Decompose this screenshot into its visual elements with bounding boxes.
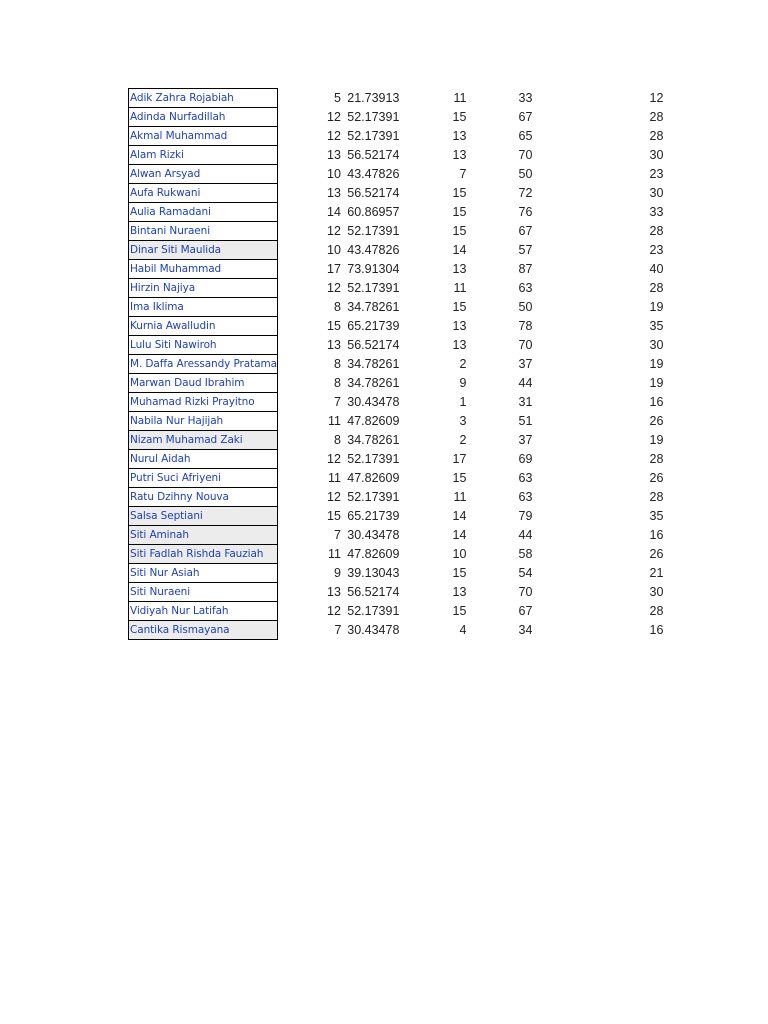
column-4-cell: 50 [518, 167, 533, 181]
column-3-cell: 15 [452, 224, 467, 238]
column-5-cell: 28 [649, 224, 664, 238]
percent-cell: 30.43478 [347, 528, 400, 542]
column-4-cell: 65 [518, 129, 533, 143]
score-cell: 7 [333, 528, 341, 542]
column-3-cell: 11 [453, 490, 467, 504]
column-3-cell: 2 [459, 357, 467, 371]
student-name-cell: Hirzin Najiya [129, 279, 278, 298]
percent-cell: 52.17391 [347, 452, 400, 466]
percent-cell: 52.17391 [347, 490, 400, 504]
percent-cell: 34.78261 [347, 376, 400, 390]
student-name-cell: Siti Aminah [129, 526, 278, 545]
score-cell: 9 [333, 566, 341, 580]
percent-cell: 34.78261 [347, 300, 400, 314]
column-4-cell: 37 [518, 357, 533, 371]
percent-cell: 56.52174 [347, 148, 400, 162]
column-3-cell: 15 [452, 300, 467, 314]
score-cell: 13 [327, 585, 341, 599]
column-4-cell: 72 [518, 186, 533, 200]
table-row [129, 336, 664, 355]
column-3-cell: 15 [452, 205, 467, 219]
column-3-cell: 15 [452, 604, 467, 618]
table-row [129, 583, 664, 602]
column-5-cell: 12 [649, 91, 664, 105]
column-4-cell: 51 [518, 414, 533, 428]
score-cell: 13 [327, 186, 341, 200]
column-3-cell: 4 [459, 623, 467, 637]
table-row [129, 488, 664, 507]
column-4-cell: 67 [518, 110, 533, 124]
student-name-cell: Salsa Septiani [129, 507, 278, 526]
column-4-cell: 31 [518, 395, 533, 409]
student-name-cell: Ima Iklima [129, 298, 278, 317]
percent-cell: 47.82609 [347, 414, 400, 428]
percent-cell: 52.17391 [347, 224, 400, 238]
column-4-cell: 67 [518, 224, 533, 238]
score-cell: 14 [327, 205, 341, 219]
percent-cell: 56.52174 [347, 186, 400, 200]
percent-cell: 73.91304 [347, 262, 400, 276]
score-cell: 12 [327, 490, 341, 504]
student-name-cell: M. Daffa Aressandy Pratama [129, 355, 278, 374]
student-name-cell: Nizam Muhamad Zaki [129, 431, 278, 450]
column-4-cell: 70 [518, 338, 533, 352]
column-4-cell: 78 [518, 319, 533, 333]
column-4-cell: 76 [518, 205, 533, 219]
column-3-cell: 13 [452, 262, 467, 276]
column-5-cell: 21 [649, 566, 664, 580]
table-row [129, 393, 664, 412]
table-row [129, 203, 664, 222]
column-3-cell: 1 [459, 395, 467, 409]
score-cell: 8 [333, 300, 341, 314]
column-4-cell: 54 [518, 566, 533, 580]
score-cell: 11 [327, 547, 341, 561]
student-name-cell: Siti Nuraeni [129, 583, 278, 602]
column-5-cell: 16 [649, 395, 664, 409]
score-cell: 13 [327, 148, 341, 162]
column-4-cell: 57 [518, 243, 533, 257]
column-3-cell: 13 [452, 319, 467, 333]
column-5-cell: 30 [649, 148, 664, 162]
table-row [129, 355, 664, 374]
column-5-cell: 26 [649, 471, 664, 485]
score-table-body [129, 89, 664, 640]
column-4-cell: 33 [518, 91, 533, 105]
table-row [129, 431, 664, 450]
table-row [129, 165, 664, 184]
column-5-cell: 28 [649, 452, 664, 466]
percent-cell: 34.78261 [347, 433, 400, 447]
score-cell: 8 [333, 433, 341, 447]
column-4-cell: 44 [518, 528, 533, 542]
table-row [129, 545, 664, 564]
table-row [129, 564, 664, 583]
table-row [129, 526, 664, 545]
column-5-cell: 28 [649, 281, 664, 295]
column-3-cell: 13 [452, 148, 467, 162]
column-5-cell: 16 [649, 623, 664, 637]
table-row [129, 260, 664, 279]
score-cell: 5 [333, 91, 341, 105]
score-cell: 11 [327, 471, 341, 485]
column-3-cell: 9 [459, 376, 467, 390]
table-row [129, 298, 664, 317]
column-4-cell: 87 [518, 262, 533, 276]
percent-cell: 43.47826 [347, 243, 400, 257]
student-name-cell: Nabila Nur Hajijah [129, 412, 278, 431]
percent-cell: 39.13043 [347, 566, 400, 580]
score-cell: 15 [327, 509, 341, 523]
table-row [129, 317, 664, 336]
score-cell: 15 [327, 319, 341, 333]
score-cell: 12 [327, 129, 341, 143]
percent-cell: 52.17391 [347, 110, 400, 124]
percent-cell: 47.82609 [347, 547, 400, 561]
student-name-cell: Muhamad Rizki Prayitno [129, 393, 278, 412]
percent-cell: 52.17391 [347, 129, 400, 143]
score-cell: 17 [327, 262, 341, 276]
table-row [129, 621, 664, 640]
score-cell: 10 [327, 167, 341, 181]
student-name-cell: Alwan Arsyad [129, 165, 278, 184]
student-name-cell: Vidiyah Nur Latifah [129, 602, 278, 621]
column-5-cell: 30 [649, 585, 664, 599]
column-5-cell: 26 [649, 414, 664, 428]
column-4-cell: 63 [518, 281, 533, 295]
table-row [129, 507, 664, 526]
table-row [129, 146, 664, 165]
column-4-cell: 70 [518, 585, 533, 599]
table-row [129, 241, 664, 260]
table-row [129, 602, 664, 621]
column-5-cell: 28 [649, 604, 664, 618]
student-name-cell: Nurul Aidah [129, 450, 278, 469]
table-row [129, 412, 664, 431]
score-cell: 13 [327, 338, 341, 352]
column-3-cell: 13 [452, 129, 467, 143]
student-name-cell: Siti Fadlah Rishda Fauziah [129, 545, 278, 564]
student-name-cell: Siti Nur Asiah [129, 564, 278, 583]
column-4-cell: 70 [518, 148, 533, 162]
student-name-cell: Dinar Siti Maulida [129, 241, 278, 260]
student-name-cell: Adik Zahra Rojabiah [129, 89, 278, 108]
column-5-cell: 26 [649, 547, 664, 561]
column-5-cell: 33 [649, 205, 664, 219]
percent-cell: 30.43478 [347, 395, 400, 409]
column-3-cell: 10 [452, 547, 467, 561]
student-name-cell: Marwan Daud Ibrahim [129, 374, 278, 393]
column-4-cell: 79 [518, 509, 533, 523]
column-3-cell: 7 [459, 167, 467, 181]
column-5-cell: 30 [649, 186, 664, 200]
score-cell: 12 [327, 452, 341, 466]
score-cell: 12 [327, 281, 341, 295]
column-3-cell: 2 [459, 433, 467, 447]
percent-cell: 65.21739 [347, 319, 400, 333]
score-cell: 12 [327, 604, 341, 618]
column-3-cell: 11 [453, 281, 467, 295]
score-cell: 11 [327, 414, 341, 428]
column-5-cell: 40 [649, 262, 664, 276]
score-cell: 8 [333, 357, 341, 371]
table-row [129, 184, 664, 203]
percent-cell: 30.43478 [347, 623, 400, 637]
column-4-cell: 50 [518, 300, 533, 314]
column-4-cell: 63 [518, 471, 533, 485]
column-5-cell: 19 [649, 376, 664, 390]
table-row [129, 127, 664, 146]
score-cell: 10 [327, 243, 341, 257]
column-3-cell: 15 [452, 110, 467, 124]
column-4-cell: 44 [518, 376, 533, 390]
column-3-cell: 15 [452, 566, 467, 580]
percent-cell: 56.52174 [347, 338, 400, 352]
student-name-cell: Alam Rizki [129, 146, 278, 165]
column-5-cell: 16 [649, 528, 664, 542]
student-name-cell: Lulu Siti Nawiroh [129, 336, 278, 355]
column-5-cell: 35 [649, 509, 664, 523]
column-5-cell: 28 [649, 129, 664, 143]
column-3-cell: 15 [452, 186, 467, 200]
column-3-cell: 11 [453, 91, 467, 105]
column-5-cell: 28 [649, 490, 664, 504]
student-name-cell: Bintani Nuraeni [129, 222, 278, 241]
table-row [129, 279, 664, 298]
table-row [129, 108, 664, 127]
column-4-cell: 34 [518, 623, 533, 637]
student-name-cell: Adinda Nurfadillah [129, 108, 278, 127]
table-row [129, 89, 664, 108]
column-5-cell: 35 [649, 319, 664, 333]
score-cell: 7 [334, 623, 342, 637]
score-table [128, 88, 664, 640]
column-5-cell: 19 [649, 357, 664, 371]
student-name-cell: Ratu Dzihny Nouva [129, 488, 278, 507]
score-cell: 7 [333, 395, 341, 409]
column-3-cell: 13 [452, 338, 467, 352]
percent-cell: 56.52174 [347, 585, 400, 599]
percent-cell: 52.17391 [347, 281, 400, 295]
column-4-cell: 69 [518, 452, 533, 466]
column-4-cell: 67 [518, 604, 533, 618]
student-name-cell: Cantika Rismayana [129, 621, 278, 640]
percent-cell: 52.17391 [347, 604, 400, 618]
table-row [129, 450, 664, 469]
percent-cell: 34.78261 [347, 357, 400, 371]
percent-cell: 60.86957 [347, 205, 400, 219]
score-cell: 8 [333, 376, 341, 390]
column-5-cell: 30 [649, 338, 664, 352]
percent-cell: 65.21739 [347, 509, 400, 523]
percent-cell: 47.82609 [347, 471, 400, 485]
column-3-cell: 3 [459, 414, 467, 428]
student-name-cell: Akmal Muhammad [129, 127, 278, 146]
table-row [129, 469, 664, 488]
column-3-cell: 17 [452, 452, 467, 466]
column-4-cell: 37 [518, 433, 533, 447]
column-3-cell: 14 [452, 243, 467, 257]
column-3-cell: 15 [452, 471, 467, 485]
table-row [129, 374, 664, 393]
column-5-cell: 19 [649, 433, 664, 447]
column-5-cell: 23 [649, 243, 664, 257]
column-5-cell: 19 [649, 300, 664, 314]
table-row [129, 222, 664, 241]
percent-cell: 43.47826 [347, 167, 400, 181]
score-cell: 12 [327, 110, 341, 124]
score-cell: 12 [327, 224, 341, 238]
column-5-cell: 28 [649, 110, 664, 124]
percent-cell: 21.73913 [347, 91, 400, 105]
column-3-cell: 14 [452, 509, 467, 523]
column-4-cell: 63 [518, 490, 533, 504]
column-3-cell: 14 [452, 528, 467, 542]
student-name-cell: Habil Muhammad [129, 260, 278, 279]
column-3-cell: 13 [452, 585, 467, 599]
column-5-cell: 23 [649, 167, 664, 181]
column-4-cell: 58 [518, 547, 533, 561]
student-name-cell: Kurnia Awalludin [129, 317, 278, 336]
student-name-cell: Aufa Rukwani [129, 184, 278, 203]
student-name-cell: Putri Suci Afriyeni [129, 469, 278, 488]
student-name-cell: Aulia Ramadani [129, 203, 278, 222]
